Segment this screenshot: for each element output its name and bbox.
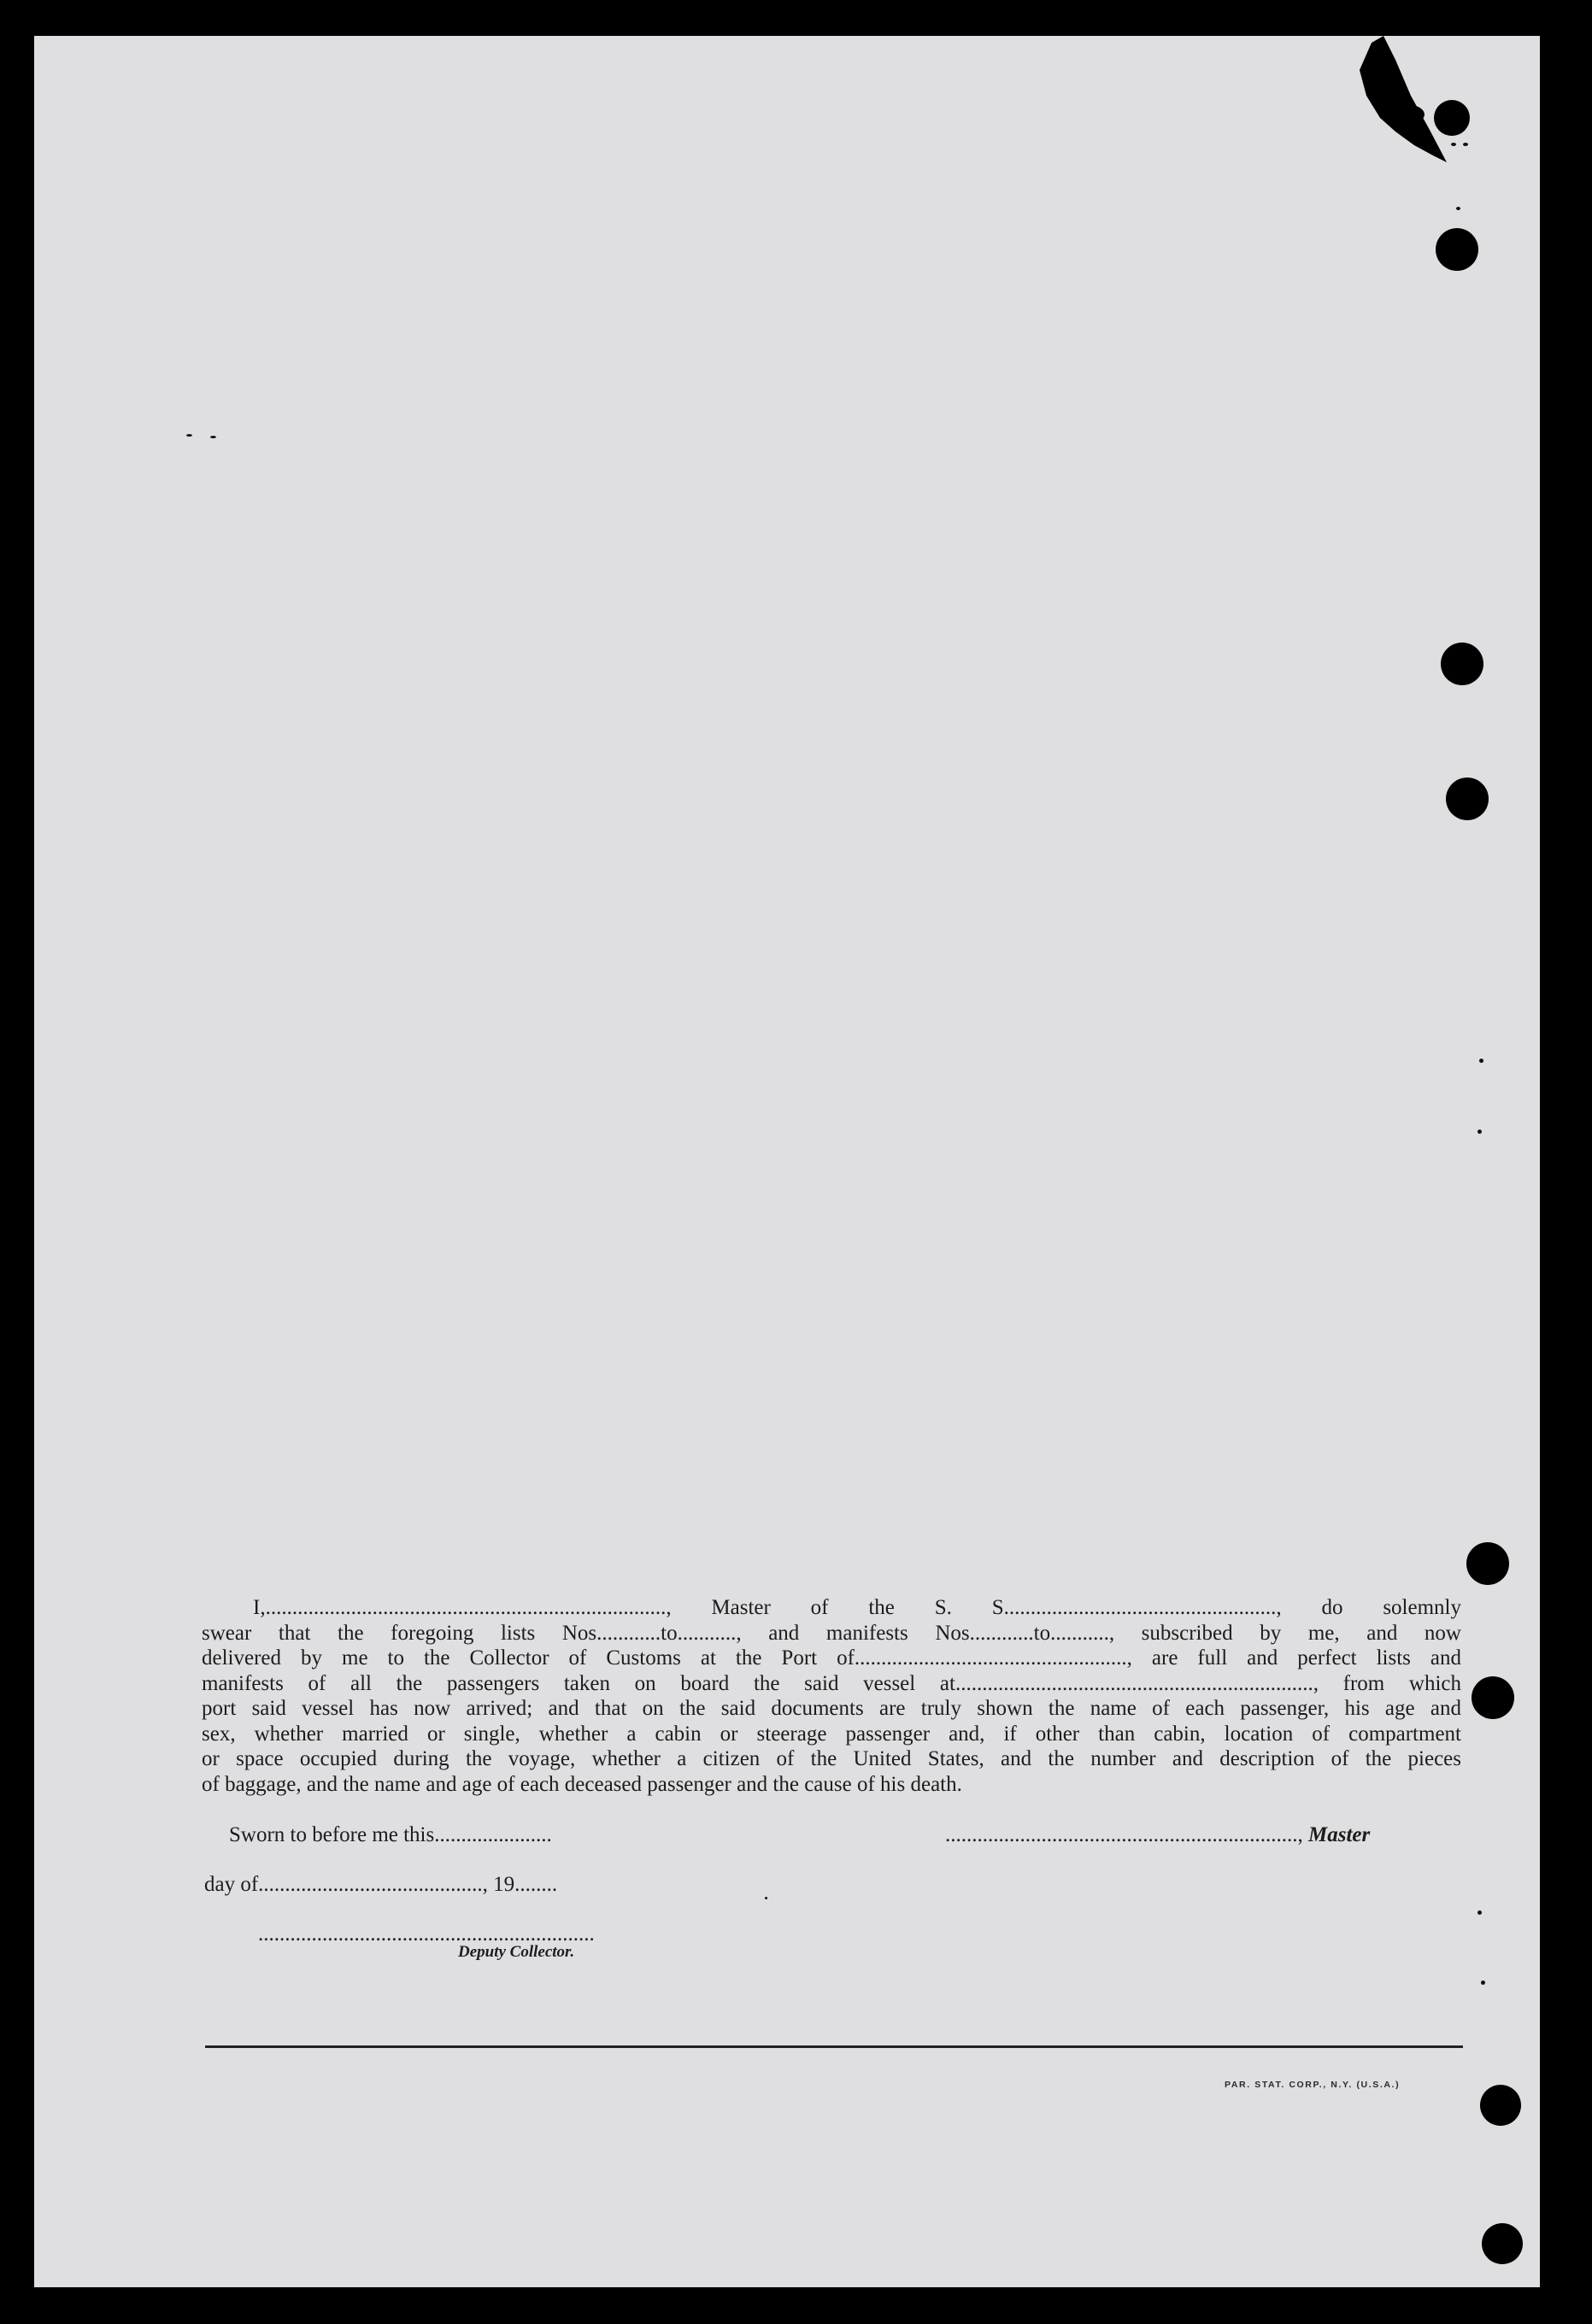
punch-hole-3 (1441, 643, 1483, 685)
speck (1481, 1981, 1485, 1985)
sworn-date-field: Sworn to before me this...................... (229, 1823, 552, 1846)
oath-line-8: of baggage, and the name and age of each deceased passenger and the cause of his death. (202, 1772, 962, 1796)
speck (1463, 143, 1468, 146)
oath-line-6: sex, whether married or single, whether a cabin or steerage passenger and, if other than cabin, location of compartment (202, 1722, 1461, 1746)
oath-line-4: manifests of all the passengers taken on board the said vessel at..................................................................., from which (202, 1671, 1461, 1695)
speck (765, 1897, 767, 1899)
speck (1477, 1130, 1482, 1134)
oath-line-1: I,..........................................................................., Master of the S. S..................................................., do solemnly (253, 1596, 1461, 1619)
day-of-year-field: day of.........................................., 19........ (204, 1873, 558, 1896)
speck (1477, 1910, 1482, 1915)
speck (1451, 143, 1456, 146)
punch-hole-8 (1482, 2223, 1523, 2264)
deputy-collector-label: Deputy Collector. (458, 1943, 575, 1961)
punch-hole-2 (1436, 228, 1478, 271)
deputy-collector-signature-line: ............................................................... (258, 1922, 595, 1945)
oath-line-5: port said vessel has now arrived; and that on the said documents are truly shown the name of each passenger, his age and (202, 1697, 1461, 1720)
master-label: Master (1308, 1823, 1371, 1846)
master-signature-line (945, 1823, 1370, 1847)
torn-corner-mark (1354, 36, 1457, 164)
punch-hole-6 (1472, 1676, 1514, 1719)
document-sheet (34, 36, 1540, 2287)
punch-hole-5 (1466, 1542, 1509, 1585)
punch-hole-7 (1480, 2085, 1521, 2126)
speck (210, 436, 216, 438)
footer-rule (205, 2045, 1463, 2048)
master-oath-paragraph (202, 1595, 1461, 1797)
master-signature-dots: .................................................................., (945, 1823, 1303, 1846)
oath-line-7: or space occupied during the voyage, whether a citizen of the United States, and the number and description of the pieces (202, 1747, 1461, 1770)
punch-hole-4 (1446, 778, 1489, 820)
punch-hole-1 (1434, 100, 1470, 136)
speck (1456, 207, 1460, 210)
printer-imprint: PAR. STAT. CORP., N.Y. (U.S.A.) (1225, 2080, 1401, 2090)
oath-line-2: swear that the foregoing lists Nos............to..........., and manifests Nos............to..........., subscribed by me, and now (202, 1621, 1461, 1645)
speck (186, 434, 192, 437)
oath-line-3: delivered by me to the Collector of Customs at the Port of..................................................., are full and perfect lists and (202, 1646, 1461, 1670)
speck (1479, 1059, 1483, 1063)
